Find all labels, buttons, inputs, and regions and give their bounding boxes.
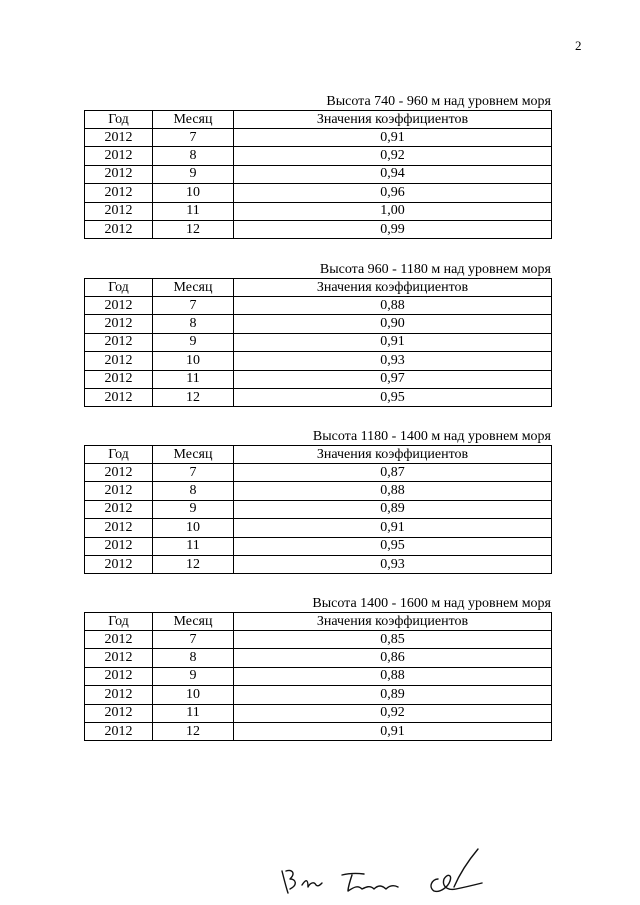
month-cell: 7 (153, 297, 234, 315)
month-cell: 8 (153, 649, 234, 667)
coefficients-table (84, 278, 552, 407)
table-header-row (85, 446, 552, 464)
altitude-table-block (84, 262, 551, 407)
month-header: Месяц (153, 111, 234, 129)
year-header: Год (85, 613, 153, 631)
month-cell: 9 (153, 165, 234, 183)
year-cell: 2012 (85, 184, 153, 202)
table-row (85, 333, 552, 351)
year-cell: 2012 (85, 315, 153, 333)
altitude-title: Высота 960 - 1180 м над уровнем моря (319, 262, 551, 277)
coefficients-table (84, 110, 552, 239)
table-row (85, 370, 552, 388)
value-cell: 0,95 (234, 537, 552, 555)
value-cell: 0,91 (234, 129, 552, 147)
year-header: Год (85, 279, 153, 297)
month-cell: 11 (153, 370, 234, 388)
page-number: 2 (575, 38, 582, 53)
month-cell: 8 (153, 147, 234, 165)
value-cell: 1,00 (234, 202, 552, 220)
table-row (85, 202, 552, 220)
table-row (85, 184, 552, 202)
year-cell: 2012 (85, 129, 153, 147)
month-cell: 7 (153, 631, 234, 649)
year-cell: 2012 (85, 555, 153, 573)
altitude-title: Высота 1400 - 1600 м над уровнем моря (312, 596, 551, 611)
year-cell: 2012 (85, 722, 153, 740)
coefficients-table (84, 445, 552, 574)
table-row (85, 649, 552, 667)
altitude-table-block (84, 429, 551, 574)
altitude-title: Высота 740 - 960 м над уровнем моря (326, 94, 551, 109)
month-cell: 8 (153, 315, 234, 333)
year-cell: 2012 (85, 686, 153, 704)
month-cell: 9 (153, 333, 234, 351)
year-cell: 2012 (85, 704, 153, 722)
value-cell: 0,87 (234, 464, 552, 482)
value-cell: 0,92 (234, 147, 552, 165)
month-header: Месяц (153, 279, 234, 297)
month-cell: 12 (153, 722, 234, 740)
value-cell: 0,95 (234, 388, 552, 406)
handwritten-signature (260, 835, 500, 895)
table-row (85, 482, 552, 500)
table-row (85, 500, 552, 518)
year-cell: 2012 (85, 649, 153, 667)
month-header: Месяц (153, 446, 234, 464)
month-cell: 8 (153, 482, 234, 500)
month-cell: 10 (153, 519, 234, 537)
year-cell: 2012 (85, 464, 153, 482)
value-header: Значения коэффициентов (234, 613, 552, 631)
table-row (85, 631, 552, 649)
table-row (85, 315, 552, 333)
table-row (85, 555, 552, 573)
table-row (85, 722, 552, 740)
value-cell: 0,99 (234, 220, 552, 238)
value-cell: 0,90 (234, 315, 552, 333)
altitude-title: Высота 1180 - 1400 м над уровнем моря (312, 429, 551, 444)
value-cell: 0,92 (234, 704, 552, 722)
table-header-row (85, 111, 552, 129)
year-cell: 2012 (85, 165, 153, 183)
year-cell: 2012 (85, 352, 153, 370)
table-row (85, 704, 552, 722)
year-cell: 2012 (85, 202, 153, 220)
year-cell: 2012 (85, 482, 153, 500)
year-cell: 2012 (85, 147, 153, 165)
table-header-row (85, 279, 552, 297)
month-cell: 12 (153, 220, 234, 238)
year-cell: 2012 (85, 519, 153, 537)
month-cell: 11 (153, 537, 234, 555)
table-row (85, 519, 552, 537)
coefficients-table (84, 612, 552, 741)
year-cell: 2012 (85, 297, 153, 315)
table-row (85, 297, 552, 315)
month-cell: 9 (153, 667, 234, 685)
value-header: Значения коэффициентов (234, 279, 552, 297)
year-header: Год (85, 111, 153, 129)
table-row (85, 129, 552, 147)
year-cell: 2012 (85, 370, 153, 388)
table-header-row (85, 613, 552, 631)
month-cell: 12 (153, 555, 234, 573)
value-cell: 0,93 (234, 555, 552, 573)
table-row (85, 667, 552, 685)
value-cell: 0,88 (234, 297, 552, 315)
table-row (85, 352, 552, 370)
month-cell: 7 (153, 129, 234, 147)
month-cell: 7 (153, 464, 234, 482)
year-cell: 2012 (85, 537, 153, 555)
value-cell: 0,94 (234, 165, 552, 183)
month-cell: 11 (153, 202, 234, 220)
altitude-table-block (84, 596, 551, 741)
table-row (85, 537, 552, 555)
month-cell: 10 (153, 352, 234, 370)
year-cell: 2012 (85, 631, 153, 649)
table-row (85, 686, 552, 704)
value-cell: 0,91 (234, 722, 552, 740)
table-row (85, 147, 552, 165)
table-row (85, 165, 552, 183)
month-cell: 10 (153, 184, 234, 202)
year-cell: 2012 (85, 667, 153, 685)
value-cell: 0,88 (234, 482, 552, 500)
value-cell: 0,86 (234, 649, 552, 667)
value-cell: 0,91 (234, 333, 552, 351)
month-cell: 9 (153, 500, 234, 518)
value-cell: 0,85 (234, 631, 552, 649)
year-cell: 2012 (85, 500, 153, 518)
value-cell: 0,89 (234, 686, 552, 704)
year-cell: 2012 (85, 333, 153, 351)
month-cell: 12 (153, 388, 234, 406)
value-cell: 0,93 (234, 352, 552, 370)
table-row (85, 220, 552, 238)
year-cell: 2012 (85, 220, 153, 238)
value-cell: 0,97 (234, 370, 552, 388)
year-cell: 2012 (85, 388, 153, 406)
value-cell: 0,88 (234, 667, 552, 685)
month-cell: 10 (153, 686, 234, 704)
value-header: Значения коэффициентов (234, 446, 552, 464)
value-cell: 0,96 (234, 184, 552, 202)
value-cell: 0,89 (234, 500, 552, 518)
table-row (85, 464, 552, 482)
value-header: Значения коэффициентов (234, 111, 552, 129)
value-cell: 0,91 (234, 519, 552, 537)
table-row (85, 388, 552, 406)
month-cell: 11 (153, 704, 234, 722)
month-header: Месяц (153, 613, 234, 631)
altitude-table-block (84, 94, 551, 239)
year-header: Год (85, 446, 153, 464)
